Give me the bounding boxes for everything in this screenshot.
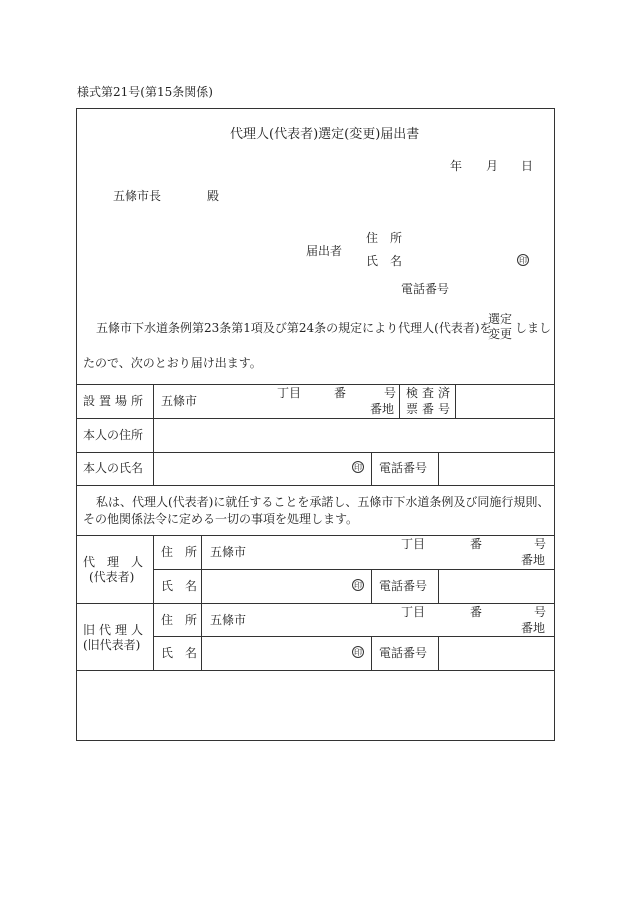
- statement-text-end: しまし: [515, 321, 552, 335]
- rule-inspection-left: [399, 384, 400, 418]
- former-agent-seal-icon: 印: [354, 648, 362, 657]
- agent-city: 五條市: [210, 545, 247, 559]
- former-agent-label-line2: (旧代表者): [83, 638, 141, 652]
- former-agent-label-line1: 旧代理人: [83, 623, 148, 637]
- location-chome: 丁目: [277, 386, 302, 400]
- rule-consent-top: [76, 485, 555, 486]
- former-agent-chome: 丁目: [401, 605, 426, 619]
- agent-name-label: 氏 名: [161, 579, 198, 593]
- principal-seal-icon: 印: [354, 463, 362, 472]
- former-agent-phone-label: 電話番号: [379, 646, 428, 660]
- notifier-seal-icon: 印: [519, 256, 527, 265]
- rule-agent-phone-left: [371, 569, 372, 603]
- rule-inspection-right: [455, 384, 456, 418]
- addressee-name: 五條市長: [113, 189, 162, 203]
- principal-phone-label: 電話番号: [379, 461, 428, 475]
- rule-former-top: [76, 603, 555, 604]
- rule-agent-label-column: [153, 535, 154, 670]
- form-title: 代理人(代表者)選定(変更)届出書: [230, 127, 420, 142]
- location-ban: 番: [334, 386, 347, 400]
- date-day: 日: [521, 159, 534, 173]
- agent-label-line2: (代表者): [89, 570, 135, 584]
- principal-address-label: 本人の住所: [83, 428, 144, 442]
- principal-name-label: 本人の氏名: [83, 461, 144, 475]
- rule-former-phone-right: [438, 636, 439, 670]
- rule-agent-phone-right: [438, 569, 439, 603]
- rule-former-phone-left: [371, 636, 372, 670]
- notifier-label: 届出者: [306, 244, 343, 258]
- inspection-label-line2: 票番号: [406, 402, 455, 416]
- former-agent-go: 号: [534, 605, 547, 619]
- form-number: 様式第21号(第15条関係): [77, 85, 213, 99]
- statement-choice-change: 変更: [488, 327, 513, 341]
- former-agent-ban: 番: [470, 605, 483, 619]
- inspection-label-line1: 検査済: [406, 386, 455, 400]
- agent-seal-icon: 印: [354, 581, 362, 590]
- location-go: 号: [384, 386, 397, 400]
- agent-label-line1: 代 理 人: [83, 555, 144, 569]
- statement-text: 五條市下水道条例第23条第1項及び第24条の規定により代理人(代表者)を: [96, 321, 492, 335]
- agent-go: 号: [534, 537, 547, 551]
- notifier-address-label: 住 所: [366, 231, 403, 245]
- notifier-phone-label: 電話番号: [401, 282, 450, 296]
- remarks-area: [77, 671, 554, 740]
- rule-agent-top: [76, 535, 555, 536]
- rule-principal-name-top: [76, 452, 555, 453]
- addressee-honorific: 殿: [207, 189, 220, 203]
- rule-location-top: [76, 384, 555, 385]
- rule-agent-sublabel-column: [201, 535, 202, 670]
- location-banchi: 番地: [370, 402, 395, 416]
- date-month: 月: [486, 159, 499, 173]
- agent-phone-label: 電話番号: [379, 579, 428, 593]
- location-label: 設置場所: [83, 394, 148, 408]
- former-agent-city: 五條市: [210, 613, 247, 627]
- statement-choice-select: 選定: [488, 312, 513, 326]
- former-agent-address-label: 住 所: [161, 613, 198, 627]
- former-agent-name-label: 氏 名: [161, 646, 198, 660]
- agent-ban: 番: [470, 537, 483, 551]
- rule-principal-address-top: [76, 418, 555, 419]
- rule-agent-mid: [153, 569, 555, 570]
- rule-label-column: [153, 384, 154, 485]
- rule-principal-phone-right: [438, 452, 439, 485]
- agent-address-label: 住 所: [161, 545, 198, 559]
- agent-banchi: 番地: [521, 553, 546, 567]
- former-agent-banchi: 番地: [521, 621, 546, 635]
- consent-line1: 私は、代理人(代表者)に就任することを承諾し、五條市下水道条例及び同施行規則、: [96, 495, 550, 509]
- statement-text-continued: たので、次のとおり届け出ます。: [83, 356, 262, 370]
- notifier-name-label: 氏 名: [366, 254, 403, 268]
- rule-principal-phone-left: [371, 452, 372, 485]
- agent-chome: 丁目: [401, 537, 426, 551]
- consent-line2: その他関係法令に定める一切の事項を処理します。: [83, 512, 359, 526]
- location-city: 五條市: [161, 394, 198, 408]
- rule-former-mid: [153, 636, 555, 637]
- date-year: 年: [450, 159, 463, 173]
